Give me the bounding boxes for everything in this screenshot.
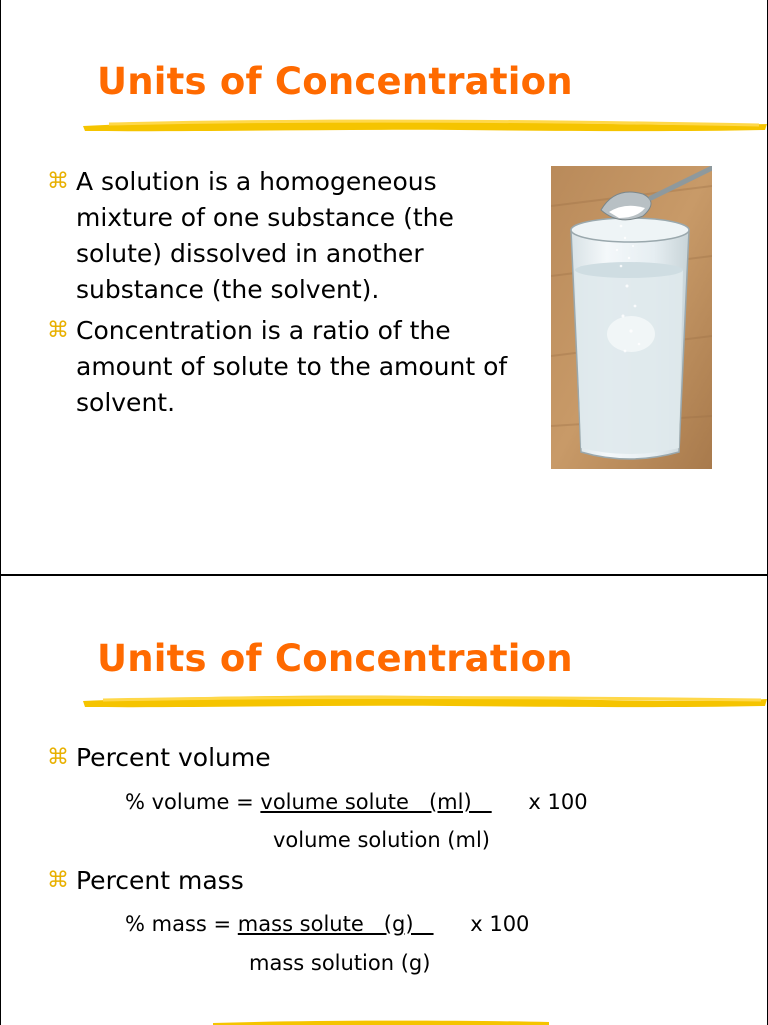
command-key-icon: ⌘ bbox=[47, 745, 69, 770]
bullet-item bbox=[47, 740, 516, 776]
bullet-text: Concentration is a ratio of the amount of solute to the amount of solvent. bbox=[76, 316, 508, 417]
percent-volume-denominator: volume solution (ml) bbox=[273, 828, 490, 852]
slide-title: Units of Concentration bbox=[97, 60, 573, 103]
formula-multiplier: x 100 bbox=[470, 912, 530, 936]
percent-mass-denominator: mass solution (g) bbox=[249, 951, 431, 975]
bullet-item bbox=[47, 164, 516, 308]
formula-multiplier: x 100 bbox=[528, 790, 588, 814]
percent-mass-formula bbox=[125, 910, 529, 938]
title-underline-brushstroke bbox=[79, 690, 768, 712]
command-key-icon: ⌘ bbox=[47, 318, 69, 343]
glass-of-water-photo bbox=[551, 166, 712, 469]
command-key-icon: ⌘ bbox=[47, 868, 69, 893]
slide-2 bbox=[0, 575, 768, 1025]
percent-volume-formula bbox=[125, 788, 588, 816]
bullet-text: Percent mass bbox=[76, 866, 244, 895]
formula-lhs: % mass = bbox=[125, 912, 232, 936]
formula-numerator: volume solute (ml) bbox=[260, 790, 492, 814]
formula-lhs: % volume = bbox=[125, 790, 254, 814]
formula-numerator: mass solute (g) bbox=[237, 912, 434, 936]
title-underline-brushstroke bbox=[79, 114, 768, 136]
bullet-text: A solution is a homogeneous mixture of one substance (the solute) dissolved in another substance (the solvent). bbox=[76, 167, 454, 304]
bullet-item bbox=[47, 863, 516, 899]
bullet-text: Percent volume bbox=[76, 743, 271, 772]
slide-title: Units of Concentration bbox=[97, 637, 573, 680]
bullet-item bbox=[47, 313, 516, 421]
command-key-icon: ⌘ bbox=[47, 169, 69, 194]
